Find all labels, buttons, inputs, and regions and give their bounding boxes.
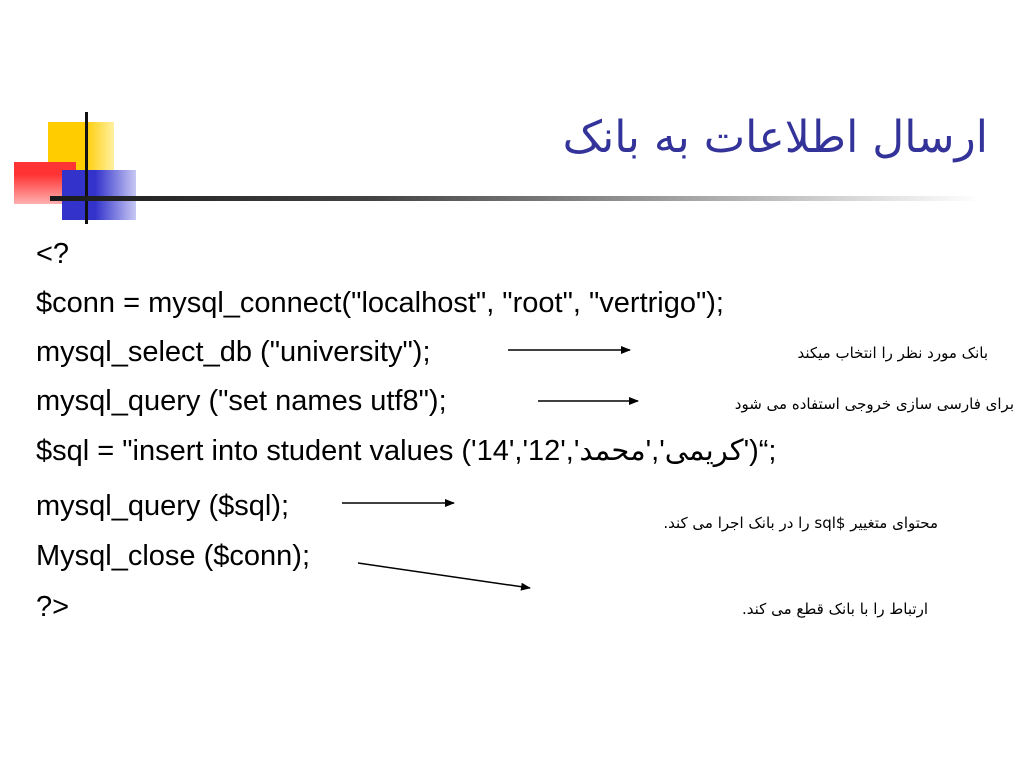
- code-line-select-db: mysql_select_db ("university");: [36, 336, 431, 368]
- code-line-connect: $conn = mysql_connect("localhost", "root", "vertrigo");: [36, 287, 724, 319]
- code-line-php-close: ?>: [36, 591, 70, 623]
- note-close: ارتباط را با بانک قطع می کند.: [742, 600, 928, 618]
- note-query: محتوای متغییر $sql را در بانک اجرا می کند.: [663, 514, 938, 532]
- arrow-close: [358, 563, 530, 588]
- code-line-sql-insert: $sql = "insert into student values ('14','12','كريمى','محمد')“;: [36, 435, 777, 467]
- note-select-db: بانک مورد نظر را انتخاب میکند: [797, 344, 988, 362]
- note-set-names: برای فارسی سازی خروجی استفاده می شود: [734, 395, 1014, 413]
- code-line-close: Mysql_close ($conn);: [36, 540, 310, 572]
- code-line-set-names: mysql_query ("set names utf8");: [36, 385, 447, 417]
- slide-title: ارسال اطلاعات به بانک: [562, 112, 988, 163]
- code-line-php-open: <?: [36, 238, 70, 270]
- code-line-query: mysql_query ($sql);: [36, 490, 290, 522]
